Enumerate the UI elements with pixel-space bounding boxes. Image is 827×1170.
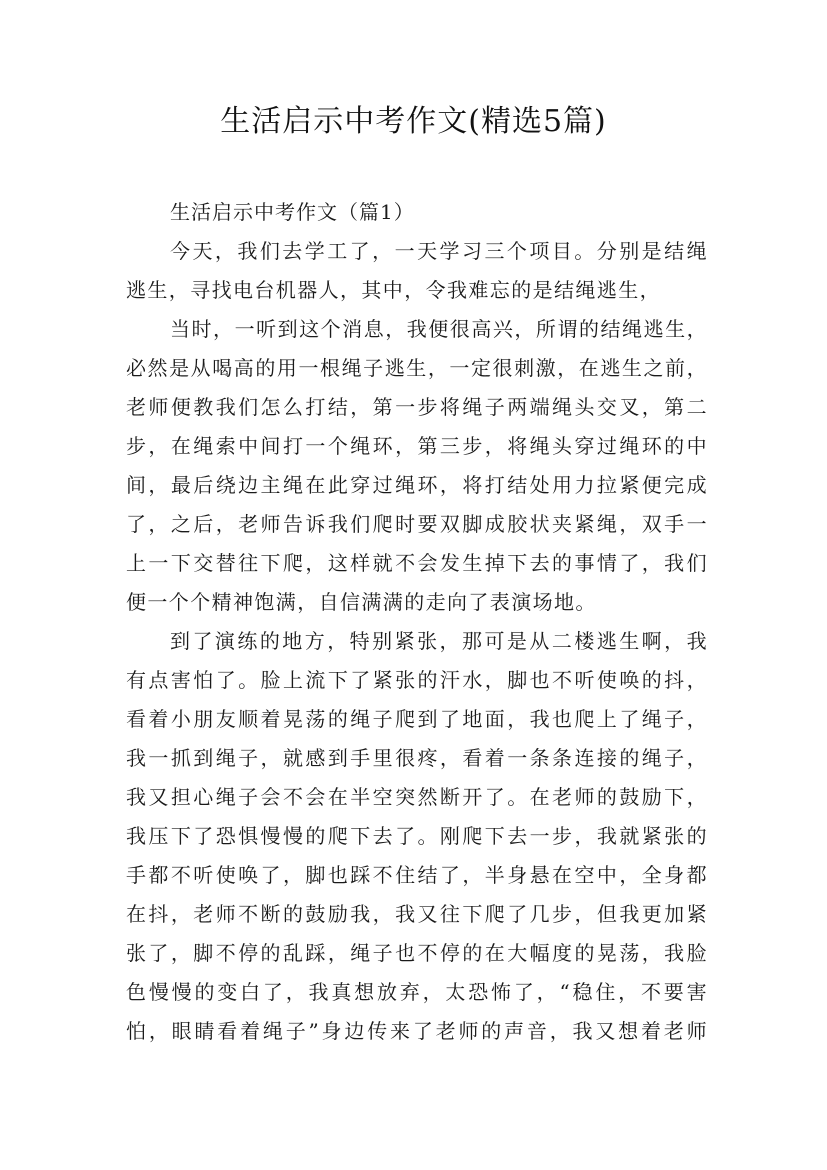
- text-line: 老师便教我们怎么打结，第一步将绳子两端绳头交叉，第二: [126, 395, 708, 419]
- document-body: [126, 193, 708, 1051]
- text-line: 手都不听使唤了，脚也踩不住结了，半身悬在空中，全身都: [126, 863, 708, 887]
- text-line: 今天，我们去学工了，一天学习三个项目。分别是结绳: [170, 239, 708, 263]
- text-line: 必然是从喝高的用一根绳子逃生，一定很刺激，在逃生之前，: [126, 356, 708, 380]
- paragraph-lines: [126, 232, 708, 1051]
- text-line: 我压下了恐惧慢慢的爬下去了。刚爬下去一步，我就紧张的: [126, 824, 708, 848]
- section-heading: 生活启示中考作文（篇1）: [170, 200, 415, 224]
- text-line: 便一个个精神饱满，自信满满的走向了表演场地。: [126, 590, 597, 614]
- text-line: 看着小朋友顺着晃荡的绳子爬到了地面，我也爬上了绳子，: [126, 707, 708, 731]
- text-line: 张了，脚不停的乱踩，绳子也不停的在大幅度的晃荡，我脸: [126, 941, 708, 965]
- text-line: 在抖，老师不断的鼓励我，我又往下爬了几步，但我更加紧: [126, 902, 708, 926]
- document-title: 生活启示中考作文(精选5篇): [220, 104, 607, 139]
- text-line: 逃生，寻找电台机器人，其中，令我难忘的是结绳逃生，: [126, 278, 661, 302]
- text-line: 步，在绳索中间打一个绳环，第三步，将绳头穿过绳环的中: [126, 434, 708, 458]
- text-line: 上一下交替往下爬，这样就不会发生掉下去的事情了，我们: [126, 551, 708, 575]
- text-line: 到了演练的地方，特别紧张，那可是从二楼逃生啊，我: [170, 629, 708, 653]
- text-line: 色慢慢的变白了，我真想放弃，太恐怖了，“稳住，不要害: [126, 980, 708, 1004]
- text-line: 有点害怕了。脸上流下了紧张的汗水，脚也不听使唤的抖，: [126, 668, 708, 692]
- text-line: 怕，眼睛看着绳子”身边传来了老师的声音，我又想着老师: [126, 1019, 708, 1043]
- text-line: 当时，一听到这个消息，我便很高兴，所谓的结绳逃生，: [170, 317, 708, 341]
- text-line: 我一抓到绳子，就感到手里很疼，看着一条条连接的绳子，: [126, 746, 708, 770]
- text-line: 我又担心绳子会不会在半空突然断开了。在老师的鼓励下，: [126, 785, 708, 809]
- text-line: 了，之后，老师告诉我们爬时要双脚成胶状夹紧绳，双手一: [126, 512, 708, 536]
- text-line: 间，最后绕边主绳在此穿过绳环，将打结处用力拉紧便完成: [126, 473, 708, 497]
